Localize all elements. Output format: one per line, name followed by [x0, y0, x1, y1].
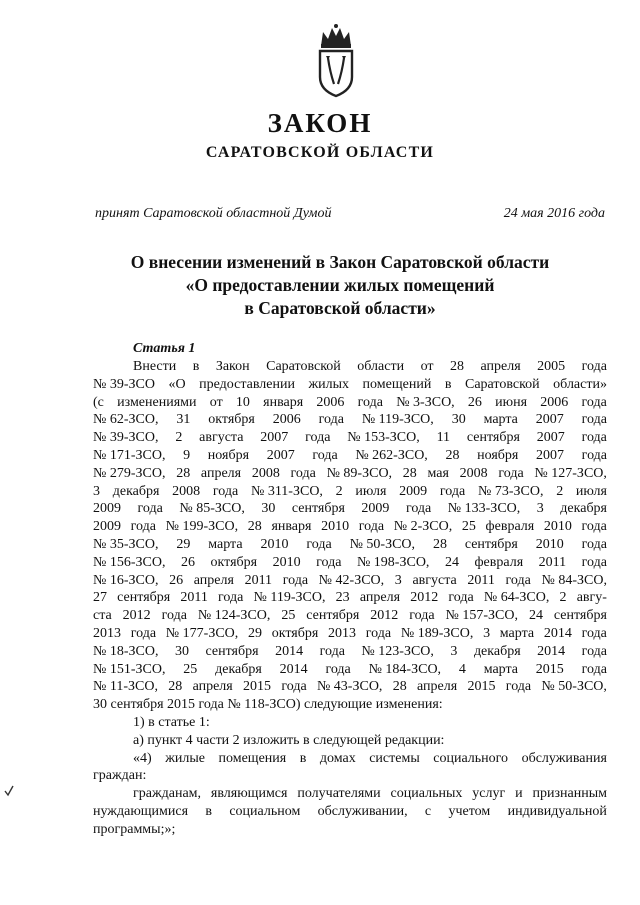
body-word: № 42-ЗСО, [318, 572, 385, 588]
body-word: 2010 [543, 519, 572, 535]
body-word: года [505, 572, 531, 588]
body-word: 28 [445, 447, 460, 463]
body-word: № 198-ЗСО, [356, 554, 430, 570]
body-word: 2 [559, 590, 567, 606]
body-word: помещения [218, 750, 287, 766]
body-word: сентября [466, 430, 520, 446]
body-word: 2011 [180, 590, 208, 606]
body-word: № 73-ЗСО, [477, 483, 544, 499]
body-word: апреля [417, 679, 458, 695]
body-word: года [439, 483, 466, 499]
body-word: февраля [474, 554, 524, 570]
body-word: 2015 [535, 661, 564, 677]
body-word: являющимся [210, 786, 288, 802]
body-word: 2006 [316, 394, 345, 410]
law-heading [60, 251, 620, 320]
body-word: апреля [193, 572, 234, 588]
body-word: апреля [192, 679, 233, 695]
body-word: № 133-ЗСО, [447, 501, 521, 517]
body-word: декабря [560, 501, 607, 517]
body-line [93, 429, 607, 447]
body-word: года [409, 608, 435, 624]
body-word: сентября [306, 608, 360, 624]
body-word: сентября [205, 643, 259, 659]
body-word: гражданам, [133, 786, 202, 802]
body-word: 2008 [251, 465, 280, 481]
body-word: 28 [168, 679, 183, 695]
body-line [93, 518, 607, 536]
body-word: № 199-ЗСО, [165, 519, 239, 535]
body-line [93, 750, 607, 768]
body-word: 2006 [540, 394, 569, 410]
body-word: № 262-ЗСО, [355, 447, 428, 463]
body-word: жилые [165, 750, 205, 766]
body-word: 2010 [321, 519, 350, 535]
body-word: 30 [261, 501, 276, 517]
body-word: системы [369, 750, 420, 766]
body-word: № 62-ЗСО, [93, 412, 159, 428]
body-word: 28 [432, 536, 447, 552]
body-word: жилых [308, 376, 350, 392]
body-line [93, 465, 607, 483]
body-word: июля [575, 483, 607, 499]
body-word: августа [199, 430, 244, 446]
body-word: года [405, 501, 432, 517]
body-word: Саратовской [464, 376, 540, 392]
body-word: 23 [335, 590, 350, 606]
body-word: № 119-ЗСО, [361, 412, 434, 428]
law-title: ЗАКОН [267, 108, 373, 138]
body-word: 2012 [410, 590, 439, 606]
body-word: октября [208, 412, 255, 428]
body-line [93, 376, 607, 394]
body-word: года [365, 625, 392, 641]
body-word: предоставлении [199, 376, 295, 392]
body-word: февраля [485, 519, 535, 535]
body-word: 2005 [537, 359, 566, 374]
body-word: Внести [133, 359, 177, 374]
body-word: 31 [176, 412, 191, 428]
body-line [93, 785, 607, 803]
body-word: 28 [247, 519, 262, 535]
body-word: авгу- [576, 590, 607, 606]
body-word: № 64-ЗСО, [483, 590, 550, 606]
body-line [93, 803, 607, 821]
body-word: года [581, 430, 607, 446]
article-title: Статья 1 [133, 341, 196, 356]
body-word: с [424, 803, 432, 819]
body-word: года [312, 447, 338, 463]
body-word: 2007 [266, 447, 295, 463]
body-word: года [137, 501, 163, 517]
body-word: года [581, 412, 607, 428]
body-word: 2014 [279, 661, 308, 677]
body-line [93, 411, 607, 429]
body-word: года [448, 590, 474, 606]
body-word: 9 [183, 447, 191, 463]
body-word: года [130, 519, 156, 535]
body-word: помещений [362, 376, 432, 392]
body-word: 2008 [459, 465, 488, 481]
body-word: года [161, 608, 187, 624]
body-word: года [319, 643, 345, 659]
body-word: года [358, 519, 385, 535]
body-word: обслуживании, [317, 803, 408, 819]
body-word: домах [319, 750, 356, 766]
body-word: 28 [176, 465, 191, 481]
body-word: № 119-ЗСО, [253, 590, 326, 606]
body-word: № 2-ЗСО, [393, 519, 453, 535]
body-word: года [505, 679, 532, 695]
body-word: года [357, 394, 383, 410]
body-word: 24 [528, 608, 543, 624]
body-word: 25 [281, 608, 296, 624]
body-word: года [581, 643, 607, 659]
body-word: № 3-ЗСО, [396, 394, 455, 410]
body-word: в [444, 376, 452, 392]
margin-check-mark [4, 785, 14, 797]
body-word: 2014 [543, 625, 572, 641]
body-word: № 171-ЗСО, [93, 447, 166, 463]
body-word: года [325, 661, 351, 677]
body-line [93, 643, 607, 661]
body-word: января [263, 394, 304, 410]
body-line [93, 483, 607, 501]
body-line-text: граждан: [93, 768, 147, 784]
body-word: социальных [390, 786, 463, 802]
body-word: ста [93, 608, 112, 624]
body-word: 2007 [260, 430, 289, 446]
body-word: № 124-ЗСО, [197, 608, 271, 624]
body-word: августа [412, 572, 457, 588]
body-word: сентября [291, 501, 345, 517]
body-word: № 35-ЗСО, [93, 536, 159, 552]
body-word: 2010 [535, 536, 564, 552]
body-word: 26 [181, 554, 195, 570]
body-word: года [130, 625, 157, 641]
body-line-text: 1) в статье 1: [133, 714, 210, 730]
body-word: ноября [477, 447, 519, 463]
body-word: индивидуальной [507, 803, 607, 819]
body-word: 2014 [537, 643, 566, 659]
body-word: 3 [536, 501, 544, 517]
body-word: 3 [93, 483, 100, 499]
body-word: декабря [112, 483, 160, 499]
body-word: 2012 [122, 608, 151, 624]
body-line [93, 500, 607, 518]
body-word: № 156-ЗСО, [93, 554, 166, 570]
body-word: обслуживания [521, 750, 607, 766]
coat-of-arms-emblem [315, 22, 357, 98]
region-subtitle: САРАТОВСКОЙ ОБЛАСТИ [205, 144, 435, 161]
body-word: 2007 [536, 430, 565, 446]
body-word: сентября [117, 590, 171, 606]
body-line [93, 767, 607, 785]
body-word: марта [208, 536, 243, 552]
body-word: года [318, 412, 344, 428]
body-word: декабря [473, 643, 521, 659]
body-word: области» [553, 376, 607, 392]
body-word: от [209, 394, 223, 410]
body-word: года [581, 447, 607, 463]
body-word: 2015 [243, 679, 272, 695]
body-word: года [581, 554, 607, 570]
body-word: года [305, 430, 331, 446]
body-word: № 189-ЗСО, [400, 625, 474, 641]
body-word: сентября [464, 536, 518, 552]
body-line [93, 661, 607, 679]
body-word: января [271, 519, 312, 535]
body-word: 2 [335, 483, 343, 499]
body-word: 29 [176, 536, 191, 552]
body-word: изменениями [117, 394, 197, 410]
body-word: 4 [458, 661, 466, 677]
body-word: года [282, 572, 309, 588]
body-word: 2007 [536, 447, 565, 463]
body-line [93, 821, 607, 839]
body-word: года [581, 536, 607, 552]
body-word: 3 [483, 625, 491, 641]
body-word: мая [427, 465, 449, 481]
body-word: 11 [436, 430, 451, 446]
body-word: марта [483, 412, 518, 428]
body-line [93, 394, 607, 412]
body-word: № 39-ЗСО, [93, 430, 159, 446]
body-word: 28 [449, 359, 464, 374]
body-word: № 153-ЗСО, [347, 430, 420, 446]
body-word: года [281, 679, 307, 695]
body-word: года [581, 394, 607, 410]
body-word: 2009 [399, 483, 428, 499]
body-word: 2009 [361, 501, 390, 517]
body-word: 2015 [467, 679, 496, 695]
body-word: 3 [450, 643, 458, 659]
body-word: № 50-ЗСО, [541, 679, 607, 695]
body-word: года [581, 625, 607, 641]
body-word: октября [271, 625, 319, 641]
body-word: 25 [183, 661, 198, 677]
body-word: 2006 [272, 412, 301, 428]
body-word: года [212, 483, 239, 499]
body-word: 29 [248, 625, 263, 641]
body-word: 2011 [538, 554, 567, 570]
body-word: года [316, 554, 342, 570]
body-word: ноября [207, 447, 250, 463]
body-word: 2009 [93, 501, 121, 517]
body-word: 30 [175, 643, 189, 659]
body-word: получателями [297, 786, 381, 802]
body-word: от [420, 359, 434, 374]
body-word: года [581, 519, 607, 535]
body-word: № 50-ЗСО, [349, 536, 416, 552]
body-word: июля [355, 483, 387, 499]
body-word: «О [168, 376, 186, 392]
body-word: и [515, 786, 523, 802]
body-word: № 311-ЗСО, [250, 483, 323, 499]
body-word: 2007 [535, 412, 564, 428]
body-line [93, 536, 607, 554]
body-line [93, 447, 607, 465]
body-word: услуг [472, 786, 506, 802]
heading-line: в Саратовской области» [244, 298, 436, 318]
body-word: апреля [359, 590, 401, 606]
body-word: 2012 [370, 608, 399, 624]
body-word: 30 [451, 412, 466, 428]
body-line [93, 358, 607, 376]
body-word: 27 [93, 590, 107, 606]
body-word: 2010 [272, 554, 301, 570]
heading-line: «О предоставлении жилых помещений [185, 275, 495, 295]
body-word: 10 [235, 394, 250, 410]
body-word: Саратовской [266, 359, 341, 374]
body-word: года [290, 465, 316, 481]
body-word: учетом [448, 803, 491, 819]
body-word: сентября [553, 608, 607, 624]
body-word: 2013 [328, 625, 357, 641]
body-word: 26 [467, 394, 482, 410]
body-word: № 279-ЗСО, [93, 465, 166, 481]
body-line [93, 607, 607, 625]
body-word: года [581, 661, 607, 677]
body-word: № 43-ЗСО, [316, 679, 383, 695]
body-word: октября [210, 554, 258, 570]
body-word: 3 [394, 572, 402, 588]
body-line-text: 30 сентября 2015 года № 118-ЗСО) следующие изменения: [93, 697, 443, 713]
body-word: № 11-ЗСО, [93, 679, 158, 695]
body-word: нуждающимися [93, 803, 189, 819]
adoption-date: 24 мая 2016 года [503, 206, 605, 221]
body-word: № 127-ЗСО, [534, 465, 607, 481]
body-line-text: а) пункт 4 части 2 изложить в следующей редакции: [133, 732, 445, 748]
adoption-line [95, 206, 605, 222]
body-word: года [498, 465, 524, 481]
body-line [93, 589, 607, 607]
body-word: апреля [200, 465, 242, 481]
body-line [93, 696, 607, 714]
body-line [93, 625, 607, 643]
body-word: декабря [215, 661, 262, 677]
body-line [93, 678, 607, 696]
body-word: 2008 [172, 483, 201, 499]
body-word: марта [483, 661, 518, 677]
body-word: признанным [532, 786, 607, 802]
body-word: (с [93, 394, 104, 410]
body-word: 2 [556, 483, 564, 499]
body-line [93, 572, 607, 590]
heading-line: О внесении изменений в Закон Саратовской области [130, 252, 550, 272]
body-word: марта [499, 625, 535, 641]
body-word: в [205, 803, 213, 819]
body-word: социальном [229, 803, 301, 819]
body-word: № 85-ЗСО, [179, 501, 245, 517]
body-word: № 177-ЗСО, [165, 625, 239, 641]
body-word: 2009 [93, 519, 121, 535]
body-word: 2011 [244, 572, 273, 588]
body-word: в [192, 359, 200, 374]
body-word: 25 [461, 519, 476, 535]
body-word: 26 [169, 572, 184, 588]
body-word: № 184-ЗСО, [368, 661, 442, 677]
body-word: июня [495, 394, 528, 410]
body-word: «4) [133, 750, 152, 766]
body-word: года [306, 536, 332, 552]
body-word: № 157-ЗСО, [445, 608, 518, 624]
body-word: апреля [480, 359, 521, 374]
body-word: № 18-ЗСО, [93, 643, 159, 659]
body-word: № 151-ЗСО, [93, 661, 166, 677]
body-word: 2 [175, 430, 183, 446]
body-word: 28 [402, 465, 417, 481]
body-word: года [581, 359, 607, 374]
article-body [93, 358, 607, 839]
body-word: № 39-ЗСО [93, 376, 155, 392]
body-word: 2013 [93, 625, 121, 641]
body-word: 28 [392, 679, 407, 695]
body-word: № 123-ЗСО, [361, 643, 434, 659]
body-line [93, 554, 607, 572]
body-word: 2010 [260, 536, 289, 552]
body-word: № 89-ЗСО, [326, 465, 393, 481]
body-word: в [299, 750, 307, 766]
body-word: социального [433, 750, 509, 766]
body-line [93, 714, 607, 732]
body-word: 2014 [275, 643, 304, 659]
body-word: года [218, 590, 244, 606]
body-word: Закон [215, 359, 250, 374]
body-word: № 16-ЗСО, [93, 572, 159, 588]
body-line [93, 732, 607, 750]
adopted-by: принят Саратовской областной Думой [95, 206, 332, 221]
body-word: области [357, 359, 405, 374]
body-line-text: программы;»; [93, 821, 176, 837]
body-word: 24 [444, 554, 459, 570]
body-word: № 84-ЗСО, [541, 572, 607, 588]
body-word: 2011 [467, 572, 495, 588]
